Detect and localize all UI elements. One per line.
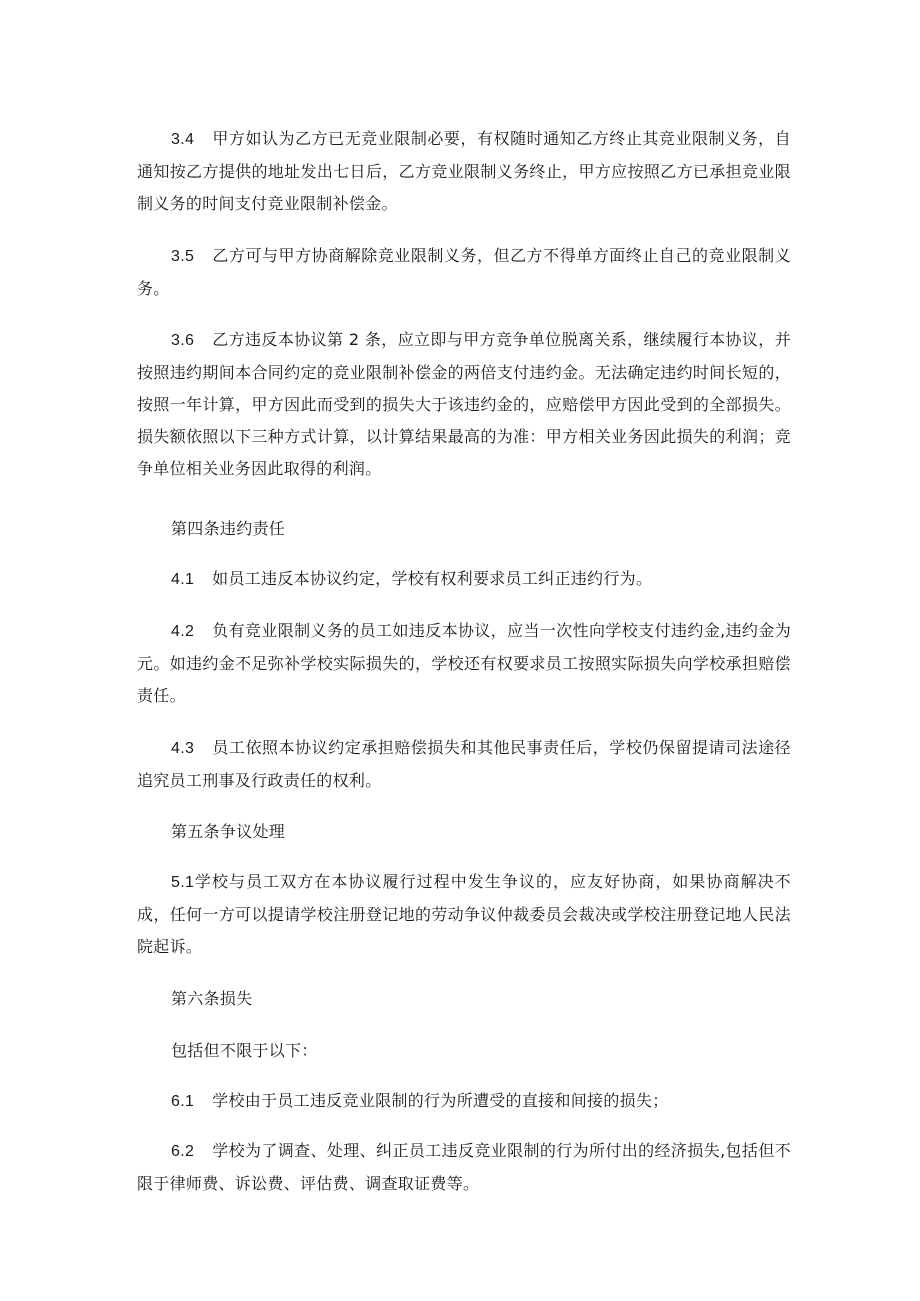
clause-text: 如员工违反本协议约定，学校有权利要求员工纠正违约行为。 xyxy=(212,569,653,588)
clause-6-1 xyxy=(137,1085,791,1118)
clause-number: 3.6 xyxy=(171,332,195,349)
clause-text: 学校与员工双方在本协议履行过程中发生争议的，应友好协商，如果协商解决不成，任何一方可以提请学校注册登记地的劳动争议仲裁委员会裁决或学校注册登记地人民法院起诉。 xyxy=(137,872,791,956)
clause-3-4 xyxy=(137,123,791,220)
section-6-intro: 包括但不限于以下： xyxy=(171,1041,318,1060)
clause-text: 甲方如认为乙方已无竞业限制必要，有权随时通知乙方终止其竞业限制义务，自通知按乙方提供的地址发出七日后，乙方竞业限制义务终止，甲方应按照乙方已承担竞业限制义务的时间支付竞业限制补偿金。 xyxy=(137,129,791,213)
clause-text: 乙方可与甲方协商解除竞业限制义务，但乙方不得单方面终止自己的竞业限制义务。 xyxy=(137,246,791,298)
clause-number: 4.1 xyxy=(171,571,195,588)
section-4-heading: 第四条违约责任 xyxy=(171,519,286,538)
section-6-heading: 第六条损失 xyxy=(171,989,253,1008)
clause-number: 4.3 xyxy=(171,740,195,757)
clause-text: 负有竞业限制义务的员工如违反本协议，应当一次性向学校支付违约金,违约金为元。如违约金不足弥补学校实际损失的，学校还有权要求员工按照实际损失向学校承担赔偿责任。 xyxy=(137,621,791,705)
clause-text: 学校由于员工违反竞业限制的行为所遭受的直接和间接的损失； xyxy=(212,1091,669,1110)
section-5-heading: 第五条争议处理 xyxy=(171,822,286,841)
clause-number: 6.1 xyxy=(171,1093,195,1110)
clause-4-2 xyxy=(137,615,791,712)
clause-number: 6.2 xyxy=(171,1143,195,1160)
clause-5-1 xyxy=(137,866,791,963)
clause-4-3 xyxy=(137,732,791,797)
clause-3-6 xyxy=(137,324,791,485)
clause-number: 4.2 xyxy=(171,623,195,640)
clause-text: 员工依照本协议约定承担赔偿损失和其他民事责任后，学校仍保留提请司法途径追究员工刑事及行政责任的权利。 xyxy=(137,738,791,790)
clause-4-1 xyxy=(137,563,791,596)
clause-text: 乙方违反本协议第 2 条，应立即与甲方竞争单位脱离关系，继续履行本协议，并按照违约期间本合同约定的竞业限制补偿金的两倍支付违约金。无法确定违约时间长短的，按照一年计算，甲方因此而受到的损失大于该违约金的，应赔偿甲方因此受到的全部损失。损失额依照以下三种方式计算，以计算结果最高的为准：甲方相关业务因此损失的利润；竞争单位相关业务因此取得的利润。 xyxy=(137,330,791,478)
clause-number: 3.5 xyxy=(171,248,195,265)
clause-number: 3.4 xyxy=(171,131,195,148)
clause-3-5 xyxy=(137,240,791,305)
clause-6-2 xyxy=(137,1135,791,1200)
clause-text: 学校为了调查、处理、纠正员工违反竞业限制的行为所付出的经济损失,包括但不限于律师费、诉讼费、评估费、调查取证费等。 xyxy=(137,1141,791,1193)
clause-number: 5.1 xyxy=(171,874,195,891)
